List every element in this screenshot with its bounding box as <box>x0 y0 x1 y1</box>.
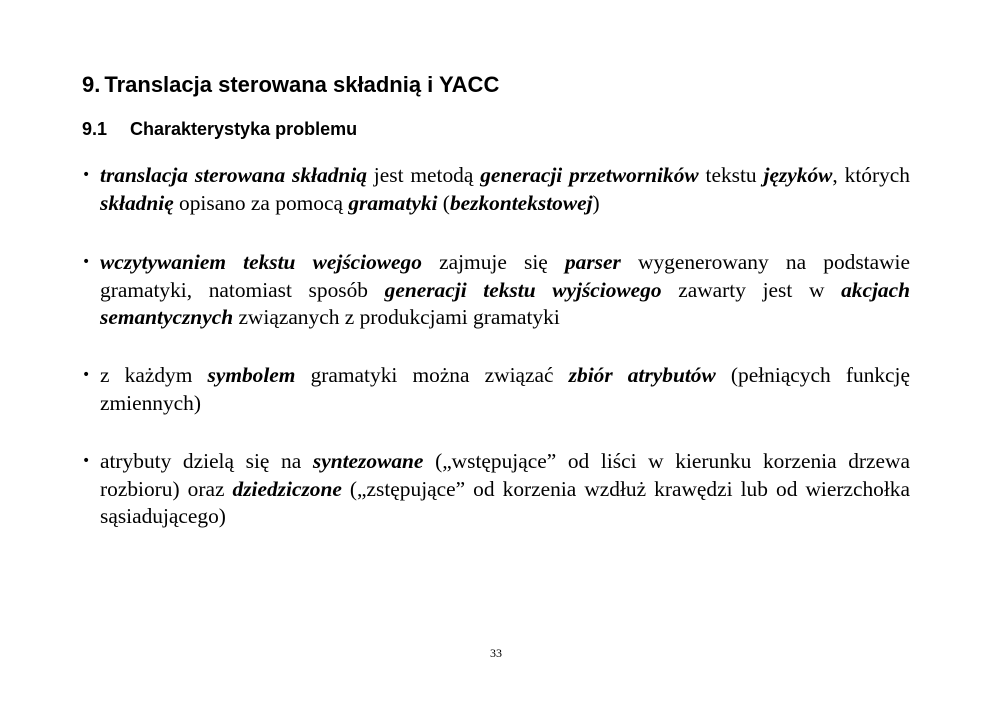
bullet-icon: • <box>82 453 91 469</box>
text-run: z każdym <box>100 363 208 387</box>
text-run: , których <box>832 163 910 187</box>
section-heading <box>82 119 357 140</box>
key-term: syntezowane <box>312 449 424 473</box>
key-term: parser <box>564 250 621 274</box>
page-number: 33 <box>490 646 502 660</box>
text-run: związanych z produkcjami gramatyki <box>233 305 560 329</box>
text-run: zawarty jest w <box>661 277 842 302</box>
key-term: generacji przetworników <box>480 163 699 187</box>
text-run: (pełniących funkcję zmiennych) <box>100 363 910 415</box>
bullet-text <box>100 249 910 332</box>
bullet-icon: • <box>82 254 91 270</box>
text-run: („wstępujące” od liści w kierunku korzenia drzewa rozbioru) oraz <box>100 449 910 501</box>
section-number: 9.1 <box>82 119 108 139</box>
key-term: translacja sterowana składnią <box>100 163 367 187</box>
key-term: zbiór atrybutów <box>568 363 716 387</box>
bullet-text <box>100 448 910 531</box>
bullet-text <box>100 362 910 417</box>
key-term: języków <box>763 163 833 187</box>
text-run: ( <box>437 190 450 215</box>
bullet-item <box>82 162 910 217</box>
bullet-text <box>100 162 910 217</box>
text-run: zajmuje się <box>421 250 565 274</box>
key-term: generacji tekstu wyjściowego <box>384 277 662 302</box>
text-run: opisano za pomocą <box>173 190 349 215</box>
key-term: dziedziczone <box>232 476 342 501</box>
text-run: jest metodą <box>366 163 481 187</box>
key-term: akcjach semantycznych <box>100 277 910 329</box>
text-run: gramatyki można związać <box>295 363 569 387</box>
text-run: tekstu <box>698 163 764 187</box>
bullet-item <box>82 362 910 417</box>
key-term: gramatyki <box>348 190 438 215</box>
key-term: składnię <box>100 190 174 215</box>
bullet-icon: • <box>82 167 91 183</box>
chapter-number: 9. <box>82 72 101 97</box>
bullet-item <box>82 448 910 531</box>
chapter-heading <box>82 72 499 98</box>
key-term: bezkontekstowej <box>449 190 593 215</box>
section-title: Charakterystyka problemu <box>130 119 358 139</box>
bullet-item <box>82 249 910 332</box>
text-run: wygenerowany na podstawie gramatyki, natomiast sposób <box>100 250 910 302</box>
text-run: („zstępujące” od korzenia wzdłuż krawędzi lub od wierzchołka sąsiadującego) <box>100 476 910 528</box>
text-run: ) <box>592 190 600 215</box>
bullet-icon: • <box>82 367 91 383</box>
key-term: symbolem <box>207 363 296 387</box>
key-term: wczytywaniem tekstu wejściowego <box>100 250 422 274</box>
chapter-title: Translacja sterowana składnią i YACC <box>104 72 500 97</box>
text-run: atrybuty dzielą się na <box>100 449 313 473</box>
